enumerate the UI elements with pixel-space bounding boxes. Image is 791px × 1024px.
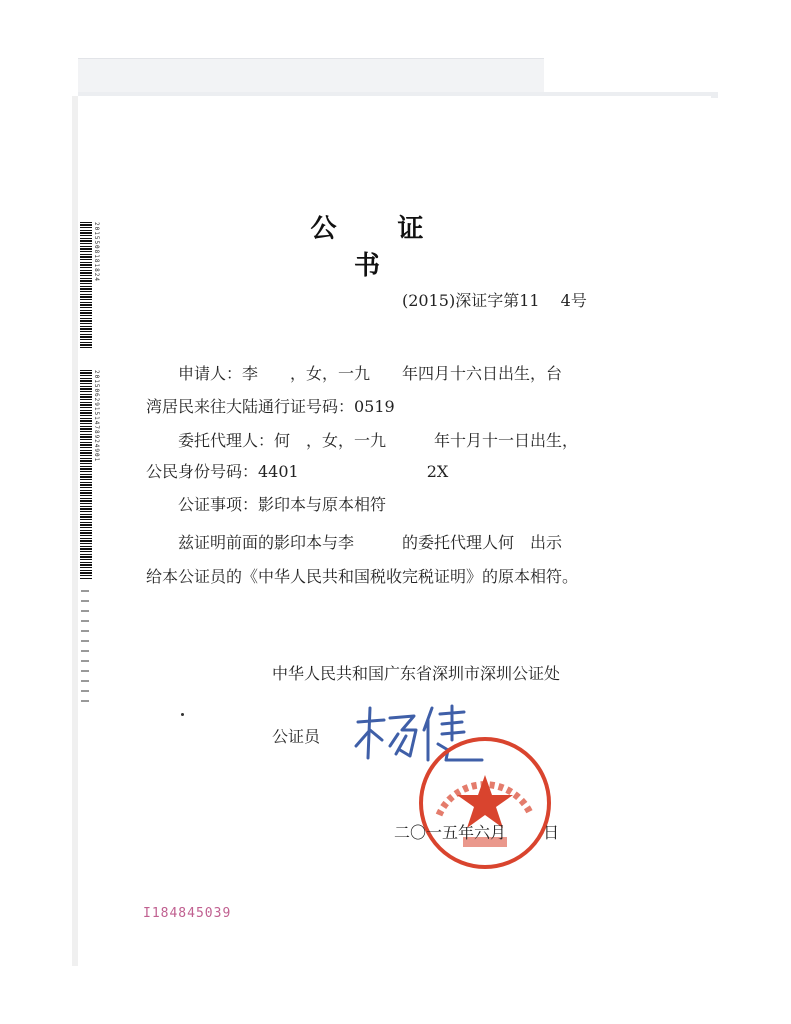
certification-line-2: 给本公证员的《中华人民共和国税收完税证明》的原本相符。 bbox=[146, 567, 579, 586]
barcode-top bbox=[80, 222, 92, 350]
notarization-matter: 公证事项：影印本与原本相符 bbox=[178, 495, 387, 514]
side-seam-marks bbox=[81, 590, 89, 710]
official-seal bbox=[415, 733, 555, 873]
issue-date: 二〇一五年六月 日 bbox=[394, 823, 560, 842]
agent-line-1: 委托代理人：何 ，女，一九 年十月十一日出生， bbox=[178, 431, 579, 450]
ink-speck bbox=[181, 713, 184, 716]
notary-office: 中华人民共和国广东省深圳市深圳公证处 bbox=[272, 664, 561, 683]
notary-label: 公证员 bbox=[272, 727, 321, 746]
applicant-line-2: 湾居民来往大陆通行证号码：0519 bbox=[146, 397, 395, 416]
barcode-middle-number: 20150629151478924901 bbox=[93, 370, 100, 463]
barcode-middle bbox=[80, 370, 92, 580]
applicant-line-1: 申请人：李 ，女，一九 年四月十六日出生，台 bbox=[178, 364, 563, 383]
document-title: 公 证 书 bbox=[310, 214, 450, 281]
certification-line-1: 兹证明前面的影印本与李 的委托代理人何 出示 bbox=[178, 533, 563, 552]
agent-line-2: 公民身份号码：4401 2X bbox=[146, 462, 449, 481]
document-number: (2015)深证字第11 4号 bbox=[402, 291, 587, 310]
serial-number: I184845039 bbox=[143, 906, 232, 921]
scan-edge-top bbox=[78, 58, 544, 95]
barcode-top-number: 2015508181824 bbox=[93, 222, 100, 282]
